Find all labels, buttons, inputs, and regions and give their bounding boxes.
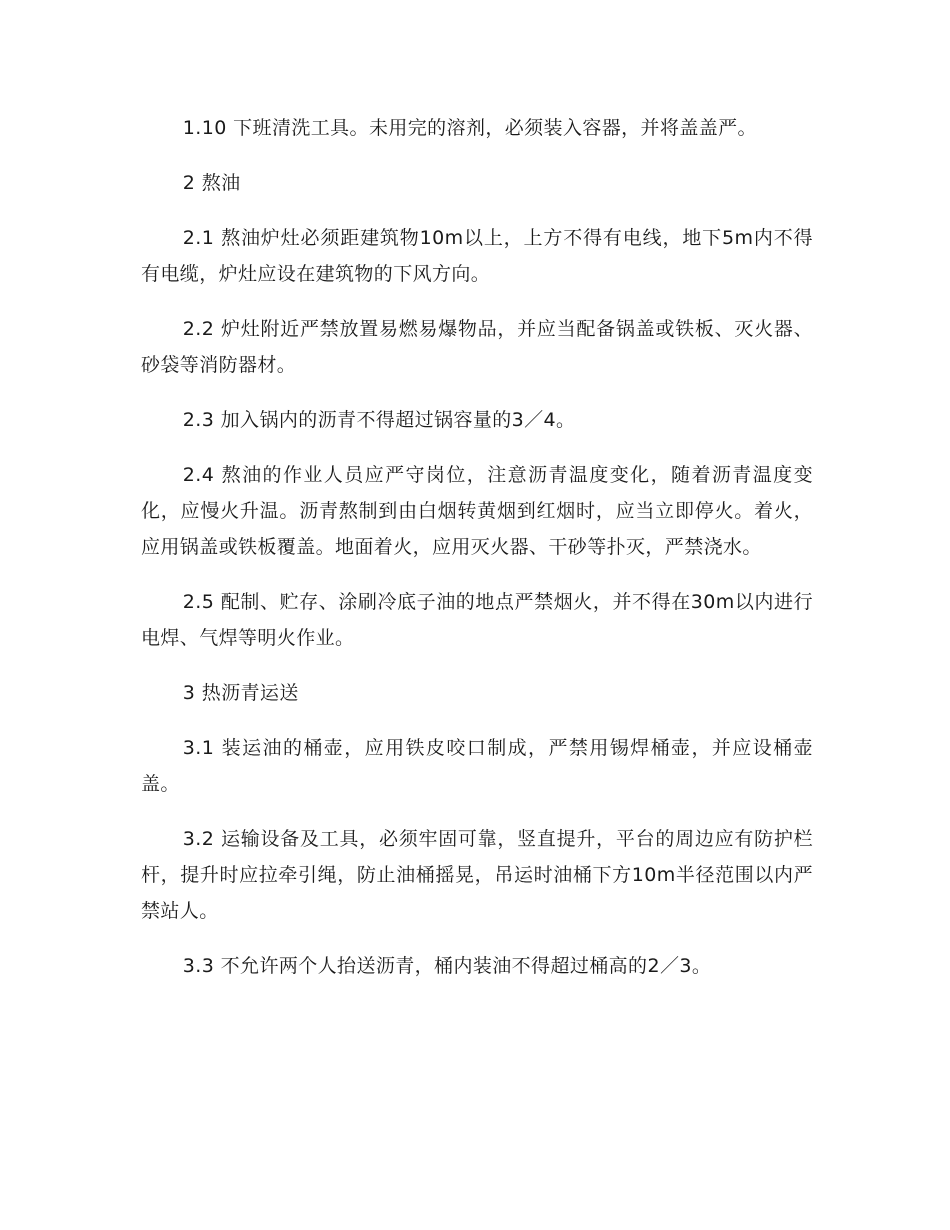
- paragraph-2-2: 2.2 炉灶附近严禁放置易燃易爆物品，并应当配备锅盖或铁板、灭火器、砂袋等消防器材。: [141, 318, 813, 376]
- paragraph-2-5: 2.5 配制、贮存、涂刷冷底子油的地点严禁烟火，并不得在30m以内进行电焊、气焊等明火作业。: [141, 591, 813, 649]
- paragraph-2-3: 2.3 加入锅内的沥青不得超过锅容量的3／4。: [182, 409, 576, 431]
- section-heading-3: 3 热沥青运送: [182, 682, 299, 704]
- paragraph-3-3: 3.3 不允许两个人抬送沥青，桶内装油不得超过桶高的2／3。: [182, 955, 712, 977]
- paragraph-1-10: 1.10 下班清洗工具。未用完的溶剂，必须装入容器，并将盖盖严。: [182, 117, 757, 139]
- paragraph-2-4: 2.4 熬油的作业人员应严守岗位，注意沥青温度变化，随着沥青温度变化，应慢火升温。沥青熬制到由白烟转黄烟到红烟时，应当立即停火。着火，应用锅盖或铁板覆盖。地面着火，应用灭火器、干砂等扑灭，严禁浇水。: [141, 464, 813, 558]
- paragraph-2-1: 2.1 熬油炉灶必须距建筑物10m以上，上方不得有电线，地下5m内不得有电缆，炉灶应设在建筑物的下风方向。: [141, 227, 813, 285]
- paragraph-3-1: 3.1 装运油的桶壶，应用铁皮咬口制成，严禁用锡焊桶壶，并应设桶壶盖。: [141, 737, 813, 795]
- document-body: [141, 110, 813, 1003]
- paragraph-3-2: 3.2 运输设备及工具，必须牢固可靠，竖直提升，平台的周边应有防护栏杆，提升时应拉牵引绳，防止油桶摇晃，吊运时油桶下方10m半径范围以内严禁站人。: [141, 828, 813, 922]
- section-heading-2: 2 熬油: [182, 172, 241, 194]
